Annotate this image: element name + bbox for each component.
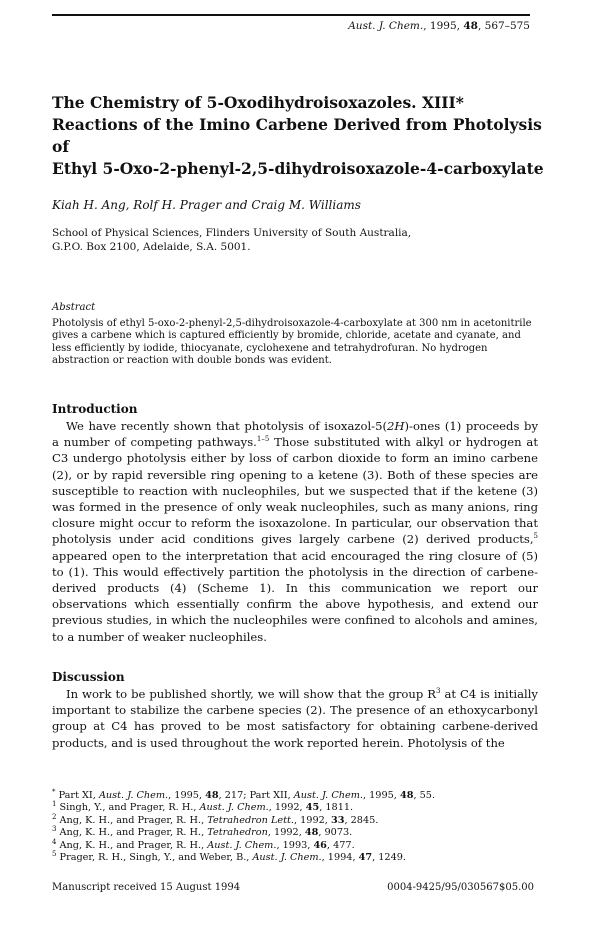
footnote-journal: Aust. J. Chem. <box>207 839 277 851</box>
intro-italic: 2H <box>387 419 405 433</box>
discussion-paragraph <box>52 686 538 751</box>
top-rule <box>52 14 530 16</box>
affiliation <box>52 226 411 254</box>
footnote-journal: Aust. J. Chem. <box>98 790 169 801</box>
article-code: 0004-9425/95/030567$05.00 <box>387 882 534 893</box>
footnote-mark: * <box>52 787 56 796</box>
discussion-sup: 3 <box>436 687 441 696</box>
intro-text-2: )-ones (1) proceeds by a number of competing pathways. <box>52 419 539 450</box>
footnote-volume: 48 <box>399 790 414 801</box>
introduction-heading: Introduction <box>52 402 138 416</box>
footnote-journal: Aust. J. Chem. <box>293 790 363 801</box>
intro-ref-2: 5 <box>533 532 538 541</box>
discussion-heading: Discussion <box>52 670 125 684</box>
footnote-volume: 48 <box>304 827 319 839</box>
footnote-page: , 2845. <box>344 814 379 826</box>
journal-name: Aust. J. Chem. <box>348 20 424 32</box>
footnote-mark: 2 <box>52 812 57 821</box>
footnote-mark: 1 <box>52 800 57 809</box>
manuscript-received: Manuscript received 15 August 1994 <box>52 882 241 893</box>
running-head: Aust. J. Chem., 1995, 48, 567–575 <box>348 20 530 32</box>
intro-text-1: We have recently shown that photolysis of isoxazol-5( <box>66 419 387 433</box>
footnote-journal: Aust. J. Chem. <box>199 802 269 814</box>
footnote-year: , 1992, <box>268 802 306 814</box>
introduction-paragraph <box>52 418 538 645</box>
footnote-mark: 3 <box>52 824 57 833</box>
footnote-page: , 9073. <box>318 827 353 839</box>
journal-volume: 48 <box>463 20 478 32</box>
footnote-1 <box>52 802 538 814</box>
footnote-journal: Tetrahedron Lett. <box>207 814 294 826</box>
discussion-text-1: In work to be published shortly, we will show that the group R <box>66 687 436 701</box>
footnote-2 <box>52 812 538 827</box>
footnote-text: , 217; Part XII, <box>218 790 294 801</box>
footnote-authors: Singh, Y., and Prager, R. H., <box>56 802 200 814</box>
footnote-year: , 1995, <box>168 790 206 801</box>
abstract-label: Abstract <box>52 302 96 313</box>
footnote-year: , 1995, <box>362 790 400 801</box>
discussion-text-2: at C4 is initially important to stabilize the carbene species (2). The presence of an ethoxycarbonyl group at C4 has proved to be most satisfactory for obtaining carbene-derived products, and is used throughout the work reported herein. Photolysis of the <box>52 687 538 750</box>
footnote-volume: 48 <box>205 790 219 801</box>
footnote-authors: Prager, R. H., Singh, Y., and Weber, B., <box>56 852 253 864</box>
footnote-3 <box>52 824 538 839</box>
footnote-page: , 477. <box>326 839 355 851</box>
authors: Kiah H. Ang, Rolf H. Prager and Craig M. Williams <box>52 198 361 212</box>
journal-year: 1995 <box>429 20 457 32</box>
journal-pages: 567–575 <box>484 20 530 32</box>
paper-title <box>52 92 552 180</box>
intro-text-3: Those substituted with alkyl or hydrogen at C3 undergo photolysis either by loss of carbon dioxide to form an imino carbene (2), or by rapid reversible ring opening to a ketene (3). Both of these species are susceptible to reaction with nucleophiles, but we suspected that if the ketene (3) was formed in the presence of only weak nucleophiles, such as many anions, ring closure might occur to reform the isoxazolone. In particular, our observation that photolysis under acid conditions gives largely carbene (2) derived products, <box>52 435 538 547</box>
intro-ref-1: 1–5 <box>256 435 270 444</box>
title-line-1: The Chemistry of 5-Oxodihydroisoxazoles. XIII* <box>52 93 464 112</box>
footnote-year: , 1993, <box>276 839 314 851</box>
footnotes <box>52 787 538 864</box>
footnote-page: , 1249. <box>372 852 407 864</box>
footnote-year: , 1994, <box>321 852 359 864</box>
footnote-authors: Ang, K. H., and Prager, R. H., <box>56 827 208 839</box>
abstract-text: Photolysis of ethyl 5-oxo-2-phenyl-2,5-dihydroisoxazole-4-carboxylate at 300 nm in acetonitrile gives a carbene which is captured efficiently by bromide, chloride, acetate and cyanate, and less efficiently by iodide, thiocyanate, cyclohexene and tetrahydrofuran. No hydrogen abstraction or reaction with double bonds was evident. <box>52 318 532 366</box>
footnote-journal: Tetrahedron <box>207 827 268 839</box>
footnote-text: Part XI, <box>55 790 99 801</box>
footnote-authors: Ang, K. H., and Prager, R. H., <box>56 814 208 826</box>
footnote-mark: 4 <box>52 837 57 846</box>
footnote-5 <box>52 849 538 864</box>
title-line-3: Ethyl 5-Oxo-2-phenyl-2,5-dihydroisoxazole-4-carboxylate <box>52 159 544 178</box>
footnote-star <box>52 787 538 802</box>
footnote-year: , 1992, <box>267 827 305 839</box>
affiliation-line-2: G.P.O. Box 2100, Adelaide, S.A. 5001. <box>52 241 251 253</box>
footnote-mark: 5 <box>52 849 57 858</box>
footnote-volume: 47 <box>358 852 373 864</box>
footnote-page: , 1811. <box>319 802 354 814</box>
footnote-volume: 46 <box>313 839 327 851</box>
footnote-volume: 45 <box>305 802 320 814</box>
footnote-4 <box>52 837 538 852</box>
affiliation-line-1: School of Physical Sciences, Flinders University of South Australia, <box>52 227 412 239</box>
footnote-authors: Ang, K. H., and Prager, R. H., <box>56 839 208 851</box>
intro-text-4: appeared open to the interpretation that acid encouraged the ring closure of (5) to (1). This would effectively partition the photolysis in the direction of carbene-derived products (4) (Scheme 1). In this communication we report our observations which essentially confirm the above hypothesis, and extend our previous studies, in which the nucleophiles were confined to alcohols and amines, to a number of weaker nucleophiles. <box>52 548 538 644</box>
footnote-journal: Aust. J. Chem. <box>252 852 322 864</box>
footnote-text: , 55. <box>413 790 436 801</box>
footnote-volume: 33 <box>330 814 345 826</box>
title-line-2: Reactions of the Imino Carbene Derived from Photolysis of <box>52 115 542 156</box>
footnote-year: , 1992, <box>293 814 331 826</box>
